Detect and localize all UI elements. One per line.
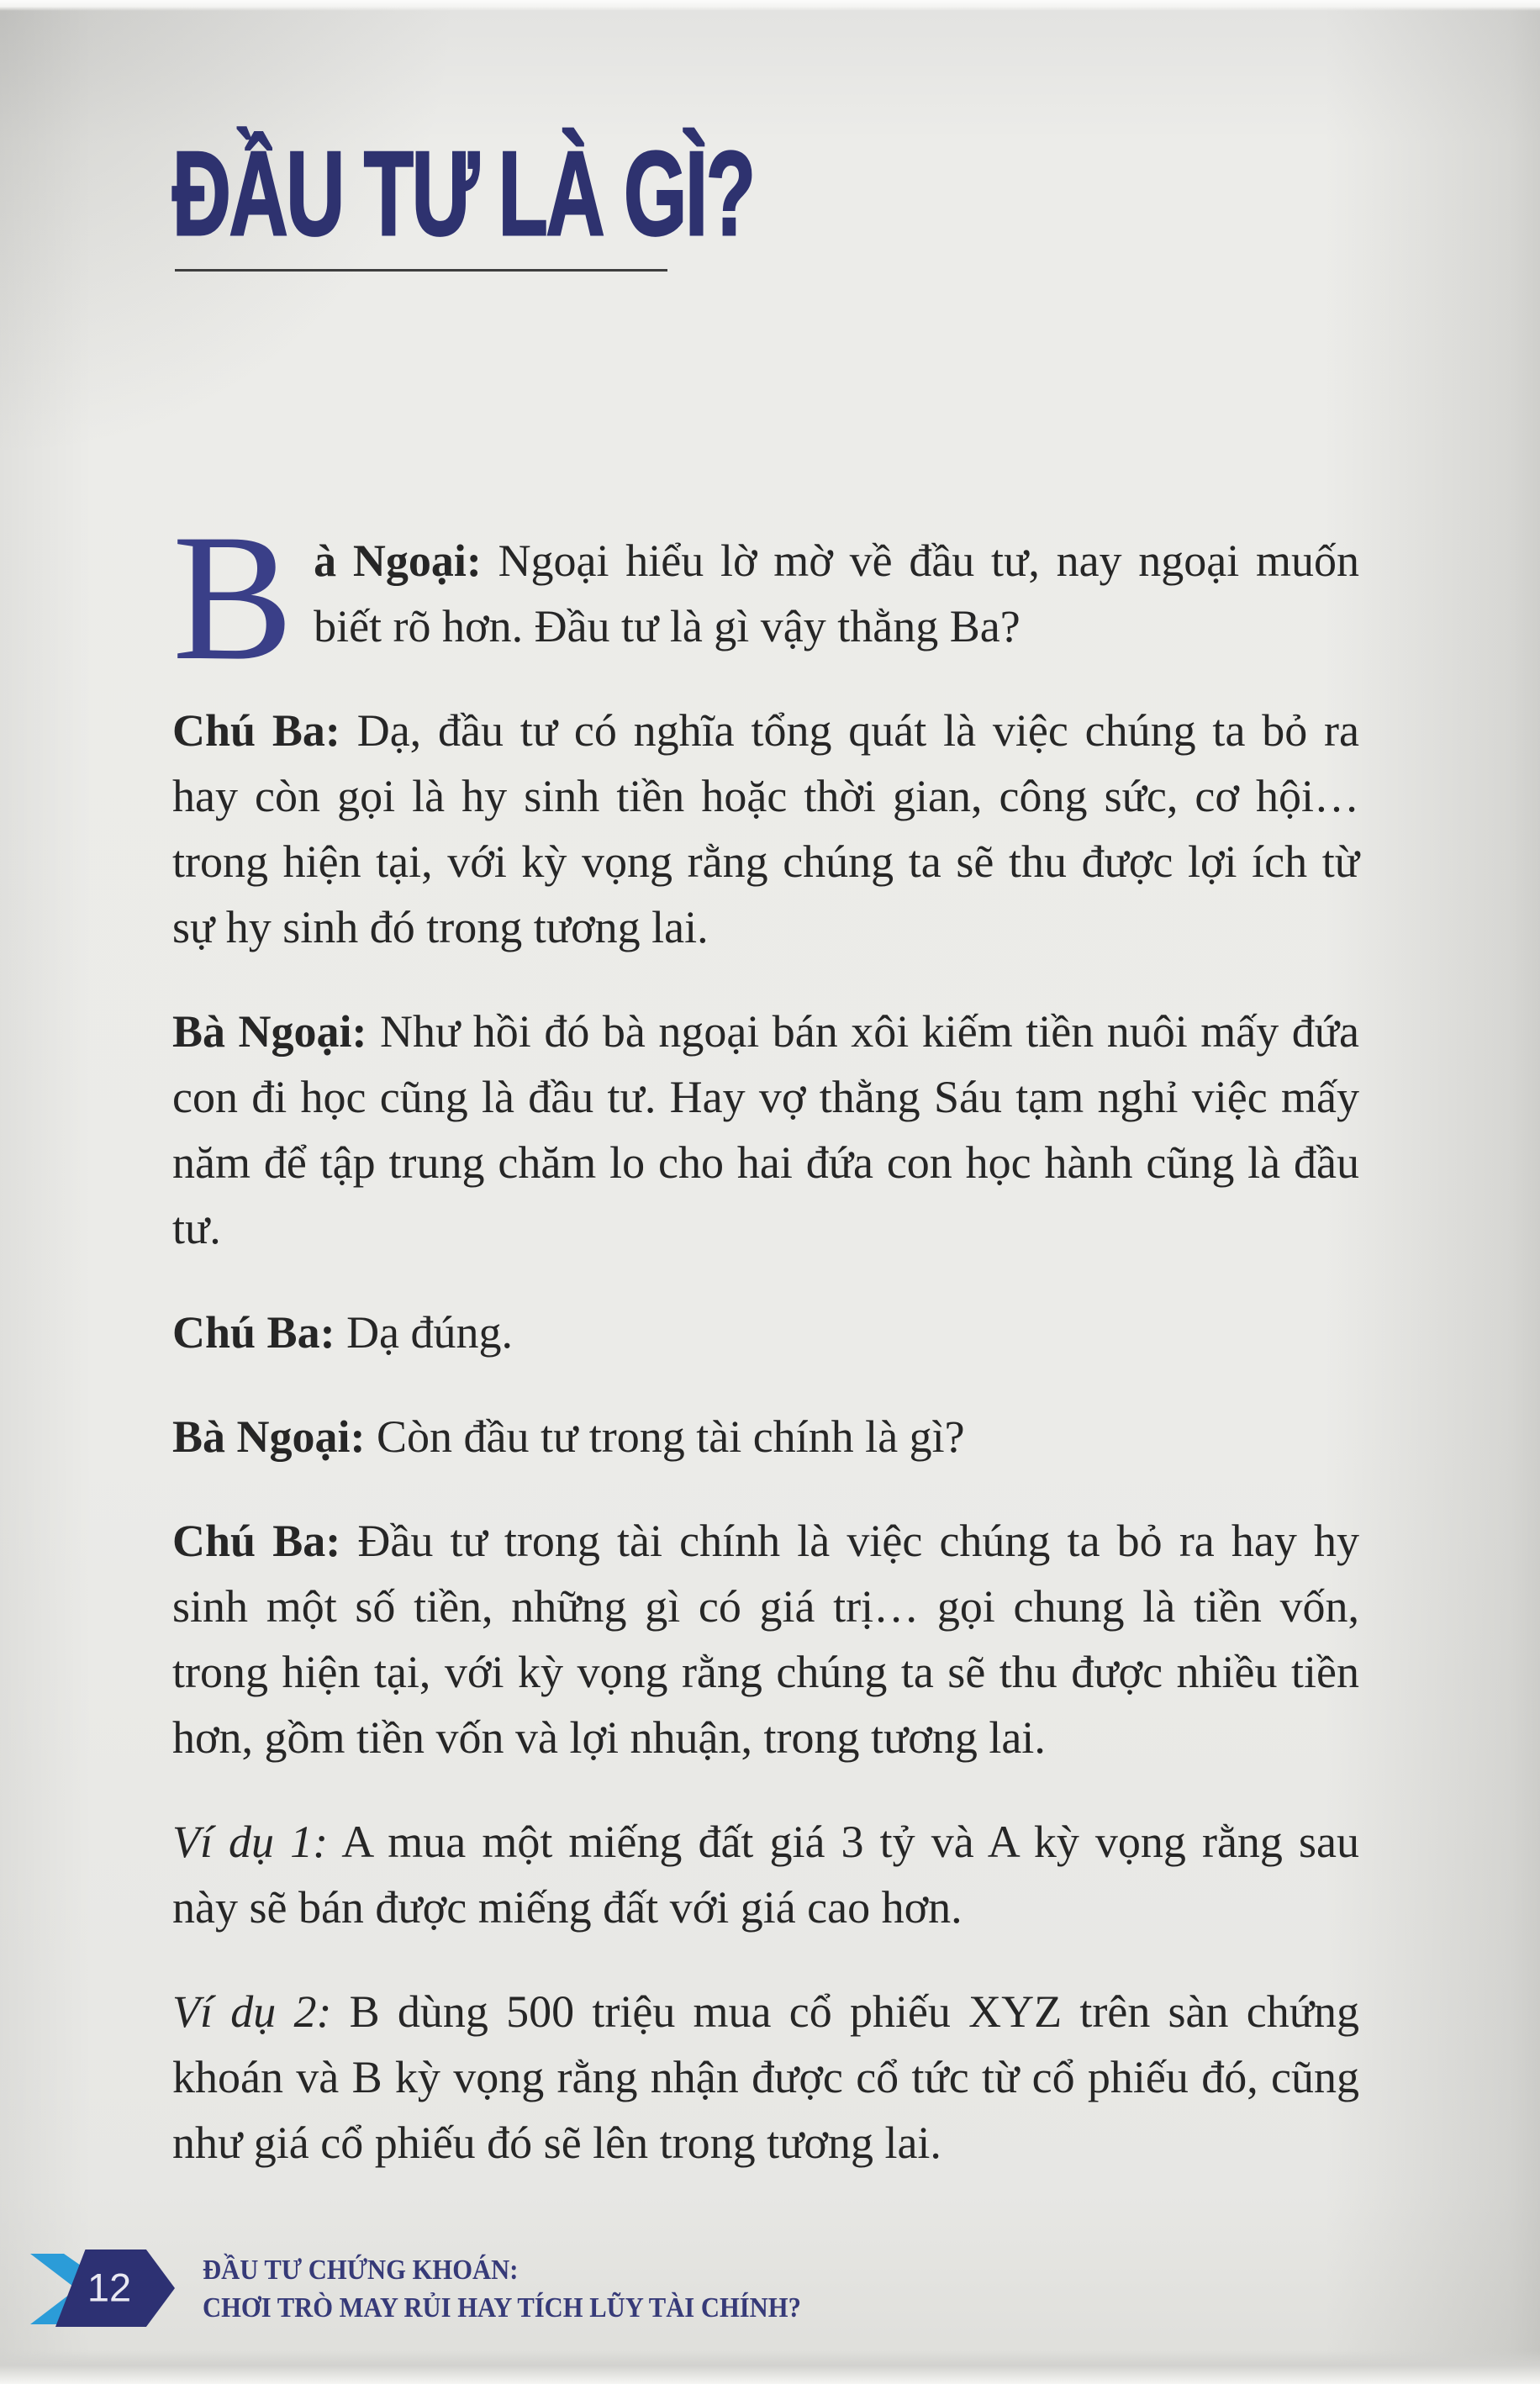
paragraph-dialogue-5 (172, 1404, 1359, 1469)
paragraph-dialogue-3 (172, 999, 1359, 1261)
paragraph-text: Ngoại hiểu lờ mờ về đầu tư, nay ngoại muốn biết rõ hơn. Đầu tư là gì vậy thằng Ba? (314, 535, 1360, 651)
book-title-line1: ĐẦU TƯ CHỨNG KHOÁN: (203, 2255, 519, 2286)
paragraph-example-2 (172, 1979, 1359, 2176)
page-number-badge (30, 2250, 175, 2327)
paragraph-dialogue-1 (172, 497, 1360, 698)
title-underline (175, 269, 667, 272)
paragraph-text: A mua một miếng đất giá 3 tỷ và A kỳ vọng rằng sau này sẽ bán được miếng đất với giá cao hơn. (172, 1817, 1359, 1933)
speaker-label: Bà Ngoại: (172, 1006, 367, 1057)
page-title-text: ĐẦU TƯ LÀ GÌ? (172, 127, 754, 261)
paragraph-text: Dạ, đầu tư có nghĩa tổng quát là việc chúng ta bỏ ra hay còn gọi là hy sinh tiền hoặc thời gian, công sức, cơ hội… trong hiện tại, với kỳ vọng rằng chúng ta sẽ thu được lợi ích từ sự hy sinh đó trong tương lai. (172, 705, 1360, 952)
example-label: Ví dụ 2: (172, 1986, 332, 2037)
paragraph-dialogue-6 (172, 1508, 1359, 1770)
speaker-label: Chú Ba: (172, 1307, 335, 1358)
speaker-label: Chú Ba: (172, 1516, 341, 1566)
speaker-label: Chú Ba: (172, 705, 340, 756)
page-body (172, 497, 1360, 2214)
page-number: 12 (87, 2265, 132, 2310)
book-title-line2: CHƠI TRÒ MAY RỦI HAY TÍCH LŨY TÀI CHÍNH? (203, 2292, 801, 2323)
paragraph-text: Đầu tư trong tài chính là việc chúng ta bỏ ra hay hy sinh một số tiền, những gì có giá trị… gọi chung là tiền vốn, trong hiện tại, với kỳ vọng rằng chúng ta sẽ thu được nhiều tiền hơn, gồm tiền vốn và lợi nhuận, trong tương lai. (172, 1516, 1360, 1763)
paragraph-text: Còn đầu tư trong tài chính là gì? (377, 1411, 965, 1462)
book-title (203, 2251, 801, 2327)
speaker-label: Bà Ngoại: (172, 1411, 366, 1462)
paragraph-example-1 (172, 1809, 1359, 1940)
speaker-label: à Ngoại: (314, 535, 482, 586)
dropcap-letter: B (172, 497, 294, 698)
paragraph-dialogue-4 (172, 1300, 1359, 1365)
example-label: Ví dụ 1: (172, 1817, 329, 1867)
page-title (172, 127, 1027, 261)
paragraph-text: Như hồi đó bà ngoại bán xôi kiếm tiền nuôi mấy đứa con đi học cũng là đầu tư. Hay vợ thằng Sáu tạm nghỉ việc mấy năm để tập trung chăm lo cho hai đứa con học hành cũng là đầu tư. (172, 1006, 1359, 1253)
paragraph-dialogue-2 (172, 698, 1359, 960)
paragraph-text: Dạ đúng. (346, 1307, 514, 1358)
page-edge-bottom (0, 2350, 1540, 2384)
paragraph-text: B dùng 500 triệu mua cổ phiếu XYZ trên sàn chứng khoán và B kỳ vọng rằng nhận được cổ tức từ cổ phiếu đó, cũng như giá cổ phiếu đó sẽ lên trong tương lai. (172, 1986, 1359, 2168)
page-edge-top (0, 0, 1540, 11)
